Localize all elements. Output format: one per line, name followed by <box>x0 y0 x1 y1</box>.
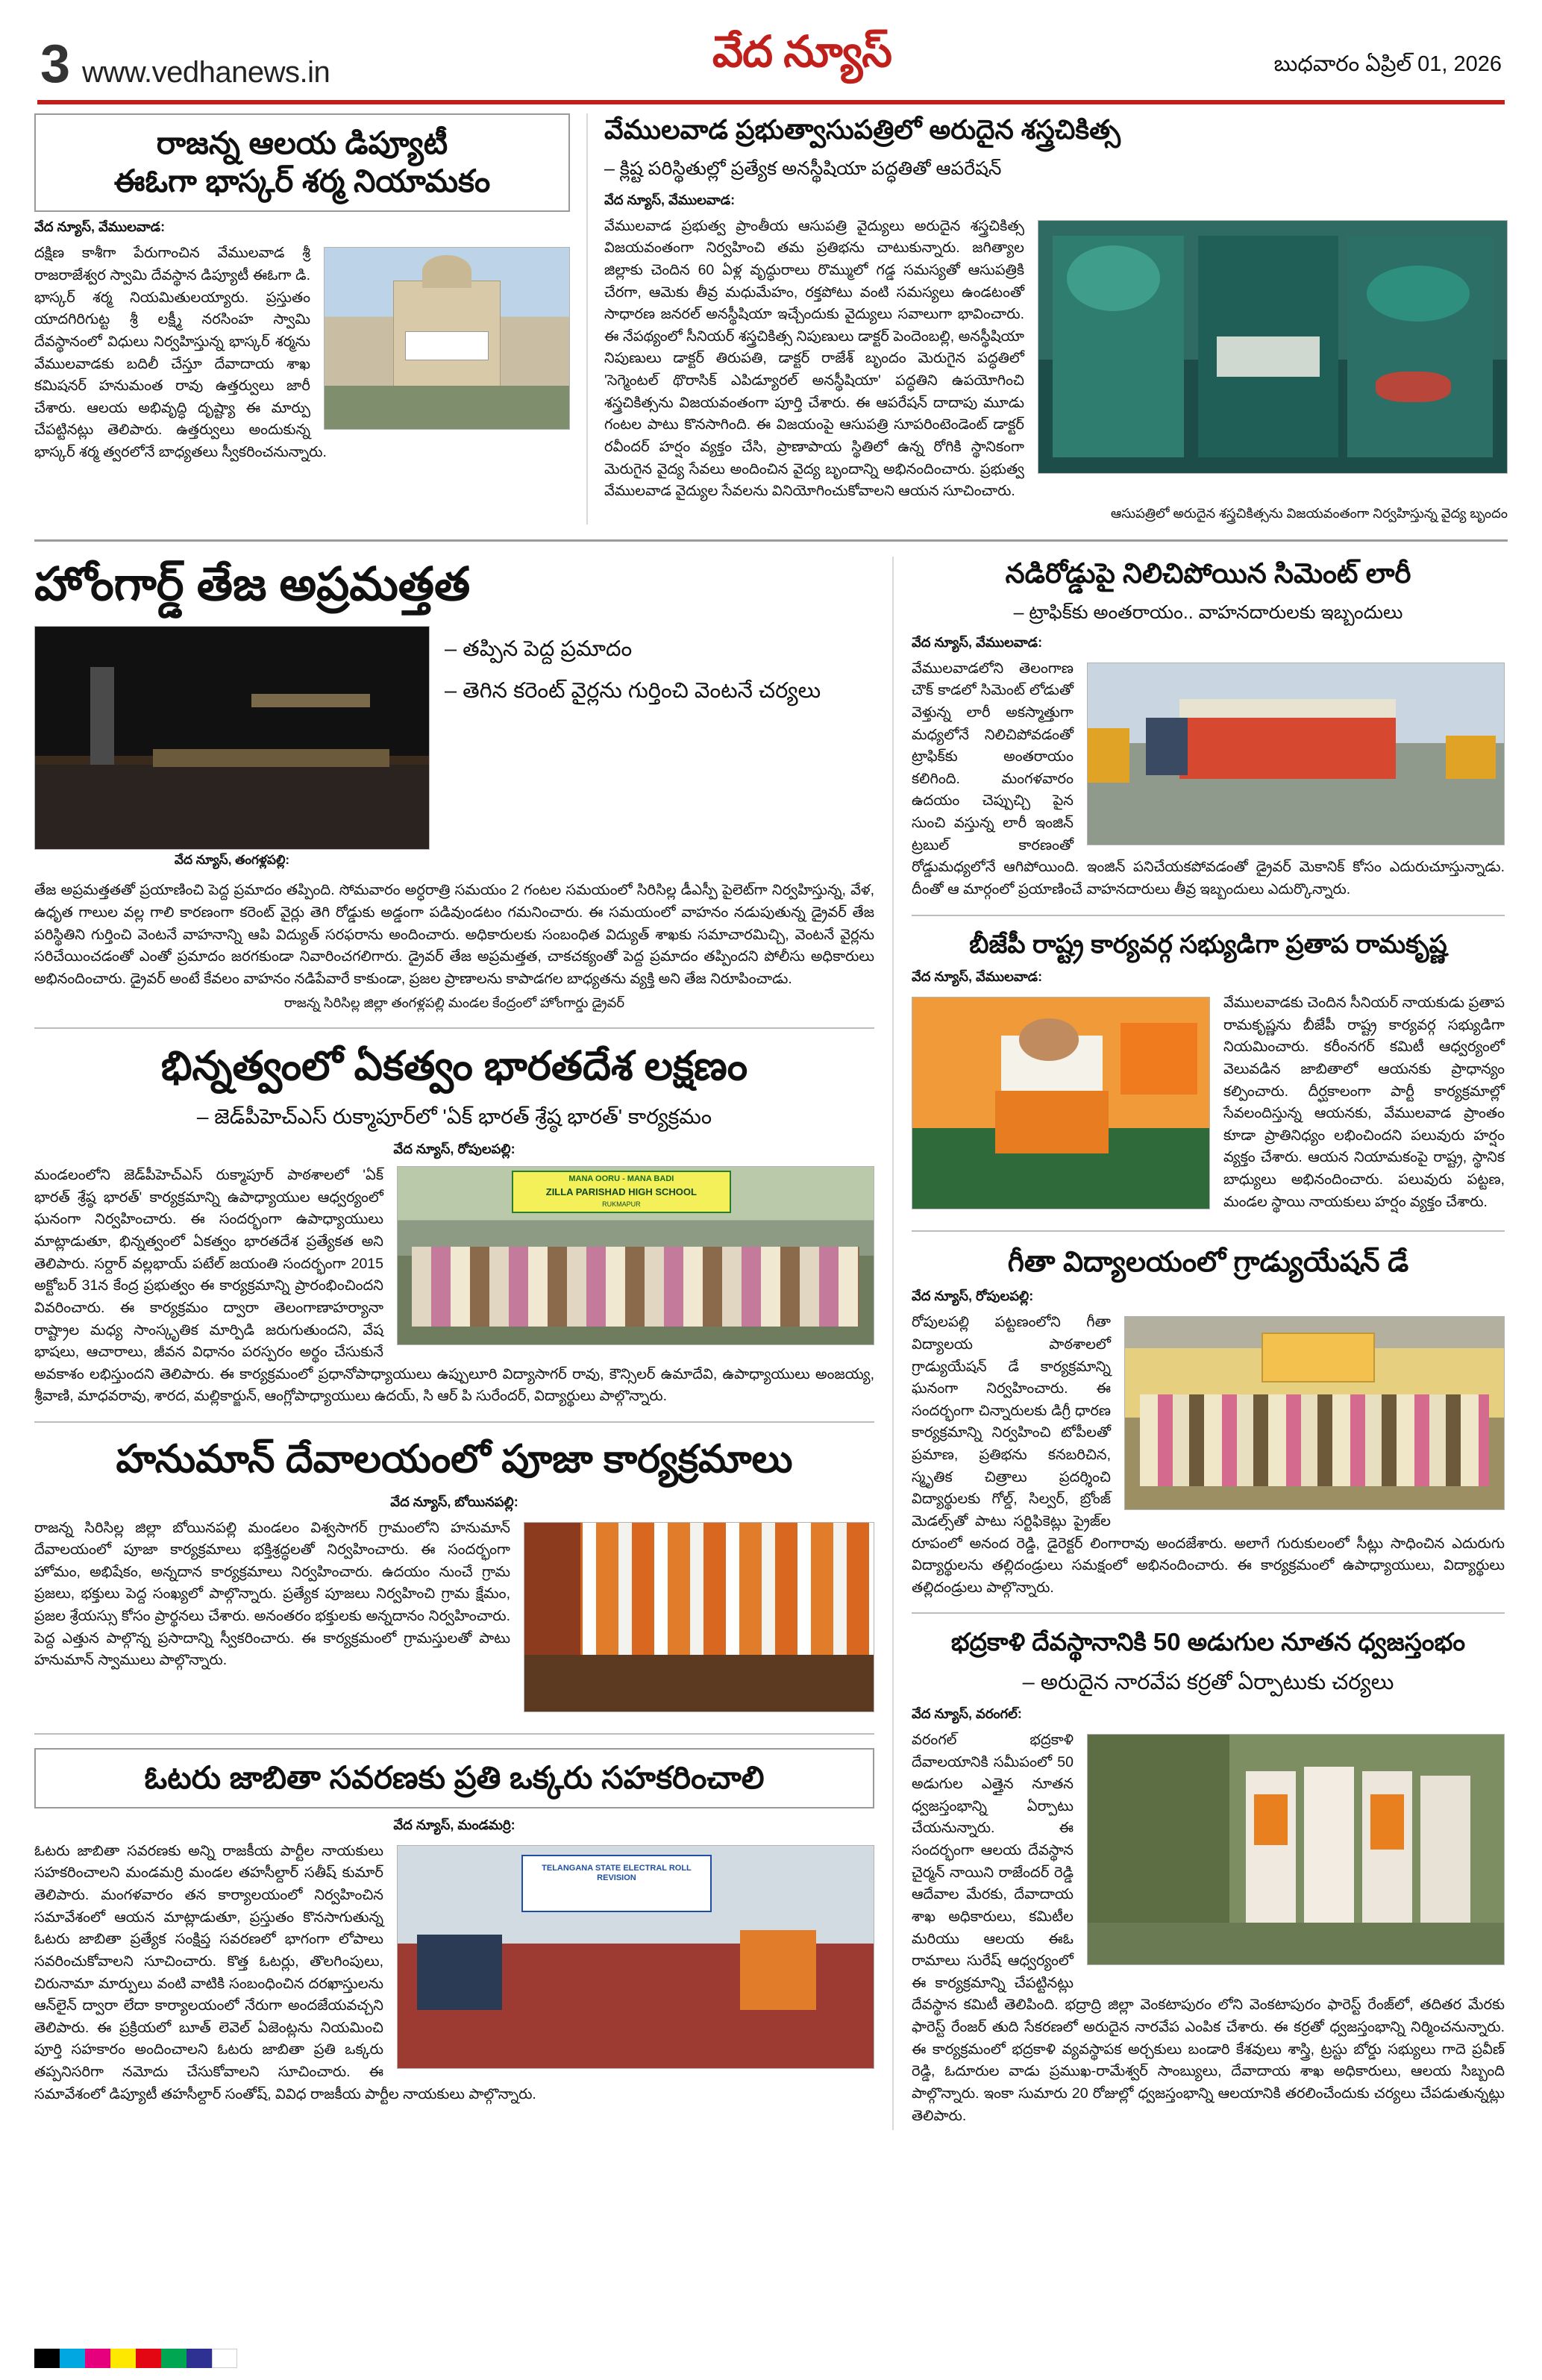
temple-deputy-body: దక్షిణ కాశీగా పేరుగాంచిన వేములవాడ శ్రీ రాజరాజేశ్వర స్వామి దేవస్థాన డిప్యూటీ ఈఓగా డి. భాస్కర్ శర్మ నియమితులయ్యారు. ప్రస్తుతం యాదగిరిగుట్ట శ్రీ లక్ష్మీ నరసింహ స్వామి దేవస్థానంలో విధులు నిర్వహిస్తున్న భాస్కర్ శర్మను వేములవాడకు బదిలీ చేస్తూ దేవాదాయ శాఖ కమిషనర్ హనుమంత రావు ఉత్తర్వులు జారీ చేశారు. ఆలయ అభివృద్ధి దృష్ట్యా ఈ మార్పు చేపట్టినట్లు తెలిపారు. ఉత్తర్వులు అందుకున్న భాస్కర్ శర్మ త్వరలోనే బాధ్యతలు స్వీకరించనున్నారు. <box>34 245 327 461</box>
ekbharat-photo <box>397 1166 874 1345</box>
publication-date: బుధవారం ఏప్రిల్ 01, 2026 <box>1273 52 1502 76</box>
right-divider-3 <box>912 1612 1505 1614</box>
page-number: 3 <box>40 34 71 94</box>
homeguard-headline: హోంగార్డ్ తేజ అప్రమత్తత <box>34 558 471 610</box>
bhadrakali-headline: భద్రకాళి దేవస్థానానికి 50 అడుగుల నూతన ధ్వజస్తంభం <box>950 1628 1466 1656</box>
story-ek-bharat <box>34 1042 874 1409</box>
publication-logo: వేద న్యూస్ <box>712 28 891 76</box>
bjp-body: వేములవాడకు చెందిన సీనియర్ నాయకుడు ప్రతాప రామకృష్ణను బీజేపీ రాష్ట్ర కార్యవర్గ సభ్యుడిగా నియమించారు. కరీంనగర్ కమిటీ ఆధ్వర్యంలో వెలువడిన జాబితాలో ఆయనకు ప్రాధాన్యం కల్పించారు. దీర్ఘకాలంగా పార్టీ కార్యక్రమాల్లో సేవలందిస్తున్న ఆయనకు, వేములవాడ ప్రాంతం కూడా ప్రాతినిధ్యం లభించిందని పలువురు హర్షం వ్యక్తం చేశారు. ఆయన నియామకంపై రాష్ట్ర, స్థానిక బాధ్యులు అభినందించారు. పలువురు పట్టణ, మండల స్థాయి నాయకులు హర్షం వ్యక్తం చేశారు. <box>1223 995 1505 1210</box>
top-section <box>34 113 1508 524</box>
hanuman-photo <box>524 1522 874 1712</box>
story-bhadrakali <box>912 1627 1505 2127</box>
left-column <box>34 557 892 2130</box>
voter-board-text: TELANGANA STATE ELECTRAL ROLL REVISION <box>542 1863 692 1883</box>
masthead-divider <box>37 100 1505 104</box>
hospital-subhead: – క్లిష్ట పరిస్థితుల్లో ప్రత్యేక అనస్థీషియా పద్ధతితో ఆపరేషన్ <box>604 157 1002 179</box>
right-divider-2 <box>912 1230 1505 1232</box>
temple-deputy-headline-line2: ఈఓగా భాస్కర్ శర్మ నియామకం <box>113 163 491 199</box>
bjp-photo <box>912 997 1210 1209</box>
homeguard-caption-line: రాజన్న సిరిసిల్ల జిల్లా తంగళ్లపల్లి మండల కేంద్రంలో హోంగార్డు డ్రైవర్ <box>283 995 625 1010</box>
bhadrakali-body: వరంగల్ భద్రకాళి దేవాలయానికి సమీపంలో 50 అడుగుల ఎత్తైన నూతన ధ్వజస్తంభాన్ని ఏర్పాటు చేయనున్నారు. ఈ సందర్భంగా ఆలయ దేవస్థాన చైర్మన్ నాయిని రాజేందర్ రెడ్డి ఆదేవాల మేరకు, దేవాదాయ శాఖ అధికారులు, కమిటీల మరియు ఆలయ ఈఓ రామాలు సురేష్ ఆధ్వర్యంలో ఈ కార్యక్రమాన్ని చేపట్టినట్లు దేవస్థాన కమిటీ తెలిపింది. భద్రాద్రి జిల్లా వెంకటాపురం లోని వెంకటాపురం ఫారెస్ట్ రేంజ్‌లో, తదితర మేరకు ఫారెస్ట్ రేంజర్ తుది సేకరణలో అరుదైన నారవేప ఎంపిక చేశారు. ఈ కర్రతో ధ్వజస్తంభాన్ని నిర్మించనున్నారు. ఈ కార్యక్రమంలో భద్రకాళి వ్యవస్థాపక అర్చకులు బండారి కేశవులు శాస్త్రి, ట్రస్టు బోర్డు సభ్యులు గాదె ప్రవీణ్ రెడ్డి, ఓదూరుల వాడు ప్రముఖ-రామేశ్వర్ సాంబ్యులు, దేవాదాయ శాఖ అధికారులు, ఆలయ సిబ్బంది పాల్గొన్నారు. ఇంకా సుమారు 20 రోజుల్లో ధ్వజస్తంభాన్ని ఆలయానికి తరలించేందుకు చర్యలు చేపడుతున్నట్లు తెలిపారు. <box>912 1731 1505 2124</box>
hospital-body: వేములవాడ ప్రభుత్వ ప్రాంతీయ ఆసుపత్రి వైద్యులు అరుదైన శస్త్రచికిత్స విజయవంతంగా నిర్వహించి తమ ప్రతిభను చాటుకున్నారు. జగిత్యాల జిల్లాకు చెందిన 60 ఏళ్ల వృద్ధురాలు రొమ్ములో గడ్డ సమస్యతో ఆసుపత్రికి చేరగా, ఆమెకు తీవ్ర మధుమేహం, రక్తపోటు వంటి సమస్యలు ఉండటంతో సాధారణ జనరల్ అనస్థీషియా ఇచ్చేందుకు వైద్యులు సవాలుగా భావించారు. ఈ నేపథ్యంలో సీనియర్ శస్త్రచికిత్స నిపుణులు డాక్టర్ పెందెంబల్లి, అనస్థీషియా నిపుణులు డాక్టర్ తిరుపతి, డాక్టర్ రాజేశ్ బృందం మెరుగైన పద్ధతిలో 'సెగ్మెంటల్ థొరాసిక్ ఎపిడ్యూరల్ అనస్థీషియా' పద్ధతిని ఉపయోగించి శస్త్రచికిత్సను విజయవంతంగా పూర్తి చేశారు. ఈ ఆపరేషన్ దాదాపు మూడు గంటల పాటు కొనసాగింది. ఈ విజయంపై ఆసుపత్రి సూపరింటెండెంట్ డాక్టర్ రవీందర్ హర్షం వ్యక్తం చేసి, ప్రాణాపాయ స్థితిలో ఉన్న రోగికి స్థానికంగా మెరుగైన వైద్య సేవలు అందించిన వైద్య బృందాన్ని అభినందించారు. ప్రభుత్వ వేములవాడ వైద్యుల సేవలను వినియోగించుకోవాలని ఆయన సూచించారు. <box>604 217 1024 500</box>
left-divider-2 <box>34 1421 874 1423</box>
right-divider-1 <box>912 915 1505 916</box>
graduation-body: రోపులపల్లి పట్టణంలోని గీతా విద్యాలయ పాఠశాలలో గ్రాడ్యుయేషన్ డే కార్యక్రమాన్ని ఘనంగా నిర్వహించారు. ఈ సందర్భంగా చిన్నారులకు డిగ్రీ ధారణ కార్యక్రమాన్ని నిర్వహించి టోపీలతో ప్రమాణ, ప్రతిభను కనబరిచిన, స్మృతిక చిత్రాలు ప్రదర్శించి విద్యార్థులకు గోల్డ్, సిల్వర్, బ్రోంజ్ మెడల్స్‌తో పాటు సర్టిఫికెట్లు ప్రైజ్‌ల రూపంలో అనంద రెడ్డి, డైరెక్టర్ లింగారావు అందజేశారు. అలాగే గురుకులంలో సీట్లు సాధించిన ఎదురుగు విద్యార్థులను తల్లిదండ్రులు సమక్షంలో అభినందించారు. ఈ కార్యక్రమంలో ఉపాధ్యాయులు, విద్యార్థులు తల్లిదండ్రులు పాల్గొన్నారు. <box>912 1314 1505 1596</box>
voter-headline: ఓటరు జాబితా సవరణకు ప్రతి ఒక్కరు సహకరించాలి <box>144 1759 765 1795</box>
story-graduation <box>912 1245 1505 1599</box>
homeguard-photo-byline: వేద న్యూస్, తంగళ్లపల్లి: <box>174 853 290 868</box>
temple-deputy-headline-line1: రాజన్న ఆలయ డిప్యూటీ <box>156 125 448 160</box>
lorry-body: వేములవాడలోని తెలంగాణ చౌక్ కాడలో సిమెంట్ లోడుతో వెళ్తున్న లారీ అకస్మాత్తుగా మధ్యలోనే నిలిచిపోవడంతో ట్రాఫిక్‌కు అంతరాయం కలిగింది. మంగళవారం ఉదయం చెప్పుచ్చి పైన సుంచి వస్తున్న లారీ ఇంజిన్ ట్రబుల్‌ కారణంతో రోడ్డుమధ్యలోనే ఆగిపోయింది. ఇంజిన్ పనిచేయకపోవడంతో డ్రైవర్ మెకానిక్ కోసం ఎదురుచూస్తున్నాడు. దీంతో ఆ మార్గంలో ప్రయాణించే వాహనదారులు తీవ్ర ఇబ్బందులు ఎదుర్కొన్నారు. <box>912 660 1505 898</box>
ekbharat-byline: వేద న్యూస్, రోపులపల్లి: <box>393 1142 515 1157</box>
ekbharat-headline: భిన్నత్వంలో ఏకత్వం భారతదేశ లక్షణం <box>160 1043 748 1089</box>
bhadrakali-byline: వేద న్యూస్, వరంగల్: <box>912 1706 1022 1721</box>
ekbharat-subhead: – జెడ్‌పీహెచ్‌ఎస్ రుక్మాపూర్‌లో 'ఏక్ భారత్ శ్రేష్ఠ భారత్' కార్యక్రమం <box>196 1105 712 1129</box>
story-temple-deputy <box>34 113 586 524</box>
lorry-byline: వేద న్యూస్, వేములవాడ: <box>912 634 1043 650</box>
school-board-line1: MANA OORU - MANA BADI <box>568 1174 674 1183</box>
right-column <box>892 557 1505 2130</box>
lorry-subhead: – ట్రాఫిక్‌కు అంతరాయం.. వాహనదారులకు ఇబ్బందులు <box>1013 601 1403 623</box>
bhadrakali-photo <box>1087 1734 1505 1965</box>
website-url[interactable]: www.vedhanews.in <box>82 56 330 89</box>
temple-deputy-headline-box <box>34 113 570 212</box>
story-hospital-surgery <box>586 113 1508 524</box>
homeguard-bullet-1: – తప్పిన పెద్ద ప్రమాదం <box>445 637 633 662</box>
hanuman-headline: హనుమాన్ దేవాలయంలో పూజా కార్యక్రమాలు <box>116 1438 793 1482</box>
school-board-line2: ZILLA PARISHAD HIGH SCHOOL <box>545 1186 697 1198</box>
graduation-headline: గీతా విద్యాలయంలో గ్రాడ్యుయేషన్ డే <box>1007 1247 1409 1278</box>
bjp-byline: వేద న్యూస్, వేములవాడ: <box>912 969 1043 984</box>
hanuman-byline: వేద న్యూస్, బోయినపల్లి: <box>390 1494 518 1509</box>
bjp-headline: బీజేపీ రాష్ట్ర కార్యవర్గ సభ్యుడిగా ప్రతాప రామకృష్ణ <box>969 930 1447 959</box>
homeguard-photo <box>34 626 430 850</box>
ekbharat-body: మండలంలోని జెడ్‌పీహెచ్‌ఎస్ రుక్మాపూర్ పాఠశాలలో 'ఏక్ భారత్ శ్రేష్ఠ భారత్' కార్యక్రమాన్ని ఉపాధ్యాయుల ఆధ్వర్యంలో ఘనంగా నిర్వహించారు. ఈ సందర్భంగా ఉపాధ్యాయులు మాట్లాడుతూ, భిన్నత్వంలో ఏకత్వం భారతదేశ ప్రత్యేకత అని తెలిపారు. సర్దార్ వల్లభాయ్ పటేల్ జయంతి సందర్భంగా 2015 అక్టోబర్ 31న కేంద్ర ప్రభుత్వం ఈ కార్యక్రమాన్ని ప్రారంభించిందని వివరించారు. ఈ కార్యక్రమం ద్వారా తెలంగాణాహర్యానా రాష్ట్రాల మధ్య సాంస్కృతిక మార్పిడి జరుగుతుందని, వేష భాషలు, ఆచారాలు, జీవన విధానం పరస్పరం అర్థం చేసుకునే అవకాశం లభిస్తుందని తెలిపారు. ఈ కార్యక్రమంలో ప్రధానోపాధ్యాయులు ఉప్పులూరి విద్యాసాగర్ రావు, కౌన్సిలర్ ఉమాదేవి, ఉపాధ్యాయులు అంజయ్య, శ్రీవాణి, మాధవరావు, శారద, మల్లికార్జున్, ఆంగ్లోపాధ్యాయులు ఉదయ్, సి ఆర్ పి సురేందర్, విద్యార్థులు పాల్గొన్నారు. <box>34 1167 874 1405</box>
section-divider-1 <box>34 539 1508 542</box>
masthead <box>34 21 1508 100</box>
lorry-photo <box>1087 663 1505 845</box>
hospital-byline: వేద న్యూస్, వేములవాడ: <box>604 192 736 207</box>
color-registration-bar <box>34 2349 237 2368</box>
masthead-left <box>40 34 330 94</box>
voter-byline: వేద న్యూస్, మండమర్రి: <box>393 1817 515 1832</box>
surgery-photo-caption: ఆసుపత్రిలో అరుదైన శస్త్రచికిత్సను విజయవంతంగా నిర్వహిస్తున్న వైద్య బృందం <box>1110 505 1508 521</box>
hospital-headline: వేములవాడ ప్రభుత్వాసుపత్రిలో అరుదైన శస్త్రచికిత్స <box>604 114 1121 145</box>
temple-deputy-byline: వేద న్యూస్, వేములవాడ: <box>34 219 166 235</box>
story-bjp-member <box>912 930 1505 1217</box>
story-hanuman <box>34 1436 874 1719</box>
story-cement-lorry <box>912 557 1505 901</box>
story-homeguard <box>34 557 874 1014</box>
main-section <box>34 557 1508 2130</box>
left-divider-3 <box>34 1733 874 1735</box>
graduation-byline: వేద న్యూస్, రోపులపల్లి: <box>912 1288 1034 1304</box>
temple-photo <box>324 247 570 430</box>
left-divider-1 <box>34 1027 874 1029</box>
bhadrakali-subhead: – అరుదైన నారవేప కర్రతో ఏర్పాటుకు చర్యలు <box>1022 1670 1394 1694</box>
graduation-photo <box>1124 1316 1505 1510</box>
voter-headline-box <box>34 1748 874 1809</box>
homeguard-bullet-2: – తెగిన కరెంట్ వైర్లను గుర్తించి వెంటనే చర్యలు <box>445 678 821 703</box>
hanuman-body: రాజన్న సిరిసిల్ల జిల్లా బోయినపల్లి మండలం విశ్వసాగర్ గ్రామంలోని హనుమాన్ దేవాలయంలో పూజా కార్యక్రమాలు భక్తిశ్రద్ధలతో నిర్వహించారు. ఈ సందర్భంగా హోమం, అభిషేకం, అన్నదాన కార్యక్రమాలు నిర్వహించారు. ఉదయం నుంచే గ్రామ ప్రజలు, భక్తులు పెద్ద సంఖ్యలో పాల్గొన్నారు. ప్రత్యేక పూజలు నిర్వహించి గ్రామ క్షేమం, ప్రజల శ్రేయస్సు కోసం ప్రార్థనలు చేశారు. అనంతరం భక్తులకు అన్నదానం నిర్వహించారు. పెద్ద ఎత్తున పాల్గొన్న ప్రసాదాన్ని స్వీకరించారు. ఈ కార్యక్రమంలో గ్రామస్తులతో పాటు హనుమాన్ స్వాములు పాల్గొన్నారు. <box>34 1519 510 1669</box>
surgery-photo <box>1038 220 1508 474</box>
voter-meeting-photo <box>397 1845 874 2069</box>
school-board-line3: RUKMAPUR <box>602 1200 641 1209</box>
story-voter-list <box>34 1748 874 2106</box>
homeguard-body: తేజ అప్రమత్తతతో ప్రయాణించి పెద్ద ప్రమాదం తప్పింది. సోమవారం అర్ధరాత్రి సమయం 2 గంటల సమయంలో సిరిసిల్ల డీఎస్పీ పైలెట్‌గా నిర్వహిస్తున్న, వేళ, ఉధృత గాలుల వల్ల గాలి కారణంగా కరెంట్ వైర్లు తెగి రోడ్డుకు అడ్డంగా పడివుండటం గమనించారు. ఈ సమయంలో వాహనం నడుపుతున్న డ్రైవర్ తేజ పరిస్థితిని గుర్తించి వెంటనే వాహనాన్ని ఆపి విద్యుత్ సరఫరాను అందించారు. అధికారులకు సంబంధిత విద్యుత్ శాఖకు సమాచారమిచ్చి, వెంటనే వైర్లను సరిచేయించడంతో ఎంతో ప్రమాదం జరగకుండా నివారించగలిగారు. డ్రైవర్ తేజ అప్రమత్తత, చాకచక్యంతో పెద్ద ప్రమాదం తప్పిందని పోలీసు అధికారులు అభినందించారు. డ్రైవర్ అంటే కేవలం వాహనం నడిపేవారే కాకుండా, ప్రజల ప్రాణాలను కాపాడగల బాధ్యతను వ్యక్తి అని తేజ నిరూపించాడు. <box>34 882 874 987</box>
voter-body: ఓటరు జాబితా సవరణకు అన్ని రాజకీయ పార్టీల నాయకులు సహకరించాలని మండమర్రి మండల తహసీల్దార్ సతీష్ కుమార్ తెలిపారు. మంగళవారం తన కార్యాలయంలో నిర్వహించిన సమావేశంలో ఆయన మాట్లాడుతూ, ప్రస్తుతం కొనసాగుతున్న ఓటరు జాబితా ప్రత్యేక సంక్షిప్త సవరణలో భాగంగా లోపాలు సవరించుకోవాలని సూచించారు. కొత్త ఓటర్లు, తొలగింపులు, చిరునామా మార్పులు వంటి వాటికి సంబంధించిన దరఖాస్తులను ఆన్‌లైన్ ద్వారా లేదా కార్యాలయంలో నేరుగా అందజేయవచ్చని తెలిపారు. ఈ ప్రక్రియలో బూత్ లెవెల్ ఏజెంట్లను నియమించి పూర్తి సహకారం అందించాలని ఓటరు జాబితా ప్రతి ఒక్కరు తప్పనిసరిగా నమోదు చేసుకోవాలని సూచించారు. ఈ సమావేశంలో డిప్యూటీ తహసీల్దార్ సంతోష్, వివిధ రాజకీయ పార్టీల నాయకులు పాల్గొన్నారు. <box>34 1842 536 2102</box>
lorry-headline: నడిరోడ్డుపై నిలిచిపోయిన సిమెంట్ లారీ <box>1005 557 1411 589</box>
